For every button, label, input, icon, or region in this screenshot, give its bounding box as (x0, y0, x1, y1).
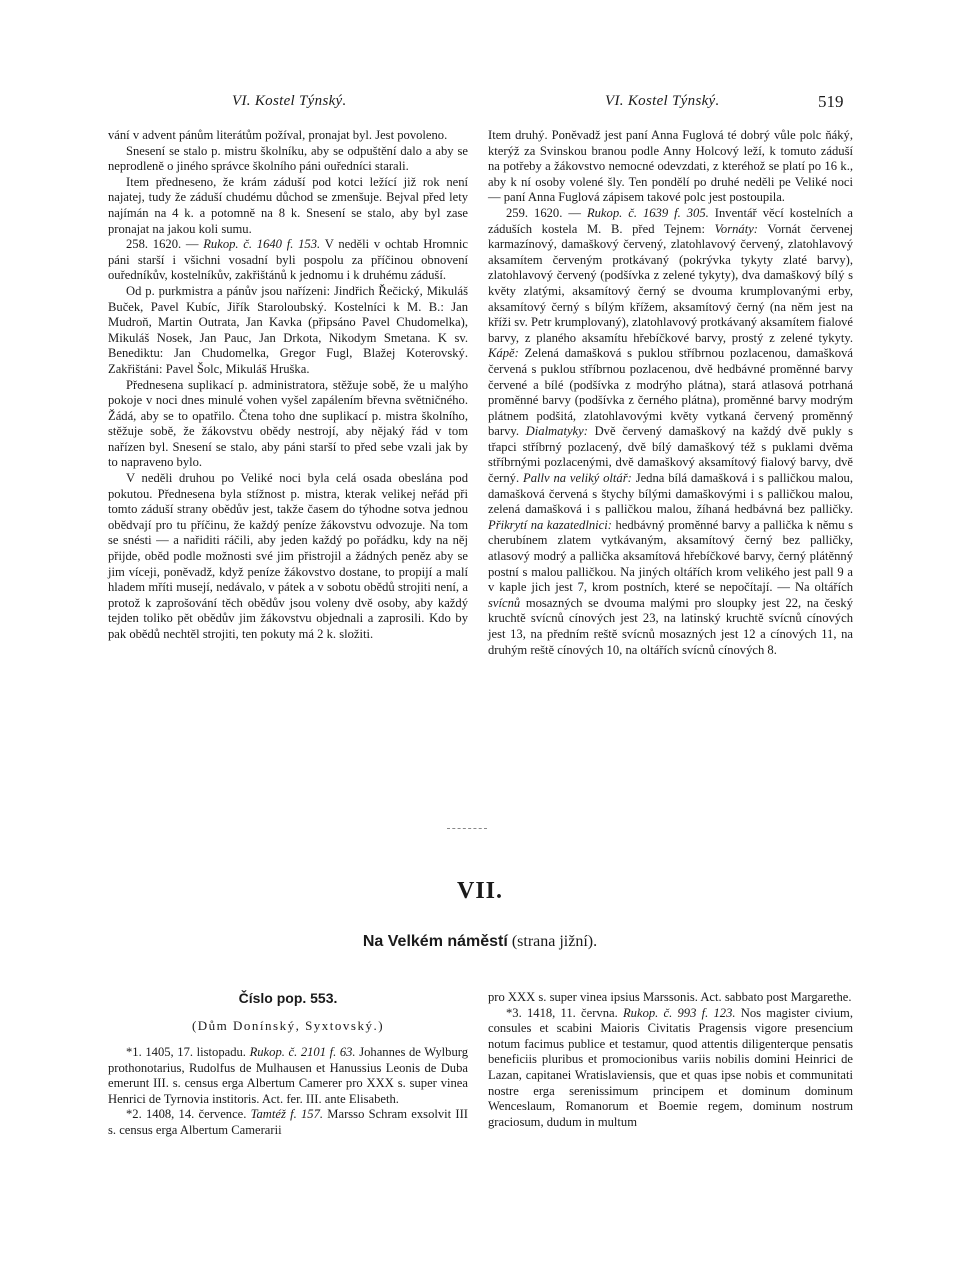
entry-year: 1620. (534, 205, 563, 220)
paragraph-continuation: pro XXX s. super vinea ipsius Marssonis. Act. sabbato post Margarethe. (488, 990, 852, 1004)
entry-intro: Inventář věcí kostelních a záduších kostela M. B. před Tejnem: (488, 205, 854, 236)
entry-258 (108, 237, 468, 284)
entry-year: 1620. (152, 237, 182, 252)
section-text-pallv: Jedna bílá damašková i s palličkou malou, damašková červená s štychy bílými damaškovými i s palličkou malou, zelená damašková i s palličkou malou, žíhaná hedbávná bez palličky. (488, 471, 853, 517)
entry-number: 259. (506, 205, 529, 220)
section-label-pallv: Pallv na veliký oltář: (523, 471, 632, 486)
entry-number: 258. (126, 237, 149, 252)
manuscript-reference: Rukop. č. 2101 f. 63. (249, 1045, 356, 1059)
entry-number: *3. (506, 1005, 522, 1020)
top-right-column (488, 128, 853, 658)
chapter-number: VII. (456, 878, 503, 904)
manuscript-reference: Tamtéž f. 157. (250, 1107, 324, 1122)
page-number: 519 (818, 92, 844, 111)
chapter-title-bold: Na Velkém náměstí (362, 933, 508, 950)
section-label-prikryti: Přikrytí na kazatedlnici: (488, 517, 612, 532)
entry-text: V neděli v ochtab Hromnic páni starší i všichni vosadní byli pospolu za příčinou obnovení ouředníkův, kostelníkův, zakřištánů k jednomu i k druhému záduší. (108, 237, 468, 283)
paragraph: V neděli druhou po Veliké noci byla celá osada obeslána pod pokutou. Přednesena byla stížnost p. mistra, kterak velikej neřád při tomto záduší strany obědův jest, takže časem do týhodne sotva jednou obědvají pro tu příčinu, že každý peníze žákovstvu odvozuje. Na tom se snésti — a nařiditi ráčili, aby jeden každý po pořádku, kdy na něj přijde, oběd podle možnosti své jim přistrojil a žádných peněz aby se jim víceji, poněvadž, když peníze žákovstvo dostane, to propijí a malí hladem mříti musejí, nedávalo, v pátek a v sobotu obědů strojiti není, a protož k zaprošování těch obědův jsou voleny dvě osoby, aby každý tejden toliko pět obědův jim žákovstvu objednali a zaprosili. Kdo by pak obědů nechtěl strojiti, ten pokuty má 2 k. složiti. (108, 471, 468, 641)
entry-date: 1405, 17. listopadu. (145, 1045, 246, 1059)
running-head-left: VI. Kostel Týnský. (232, 93, 347, 109)
paragraph: Přednesena suplikací p. administratora, stěžuje sobě, že u malýho pokoje v noci dnes minulé vohen vyšel zapálením břevna světničného. Žádá, aby se to opatřilo. Čtena toho dne suplikací p. mistra školního, stěžuje sobě, že žákovstvu obědy nestrojí, aby nějaký řád v tom nařízen byl. Snesení se stalo, aby páni starší to před sebe vzali jak by to napraveno bylo. (108, 377, 468, 470)
entry-dash: — (568, 205, 581, 220)
section-label-kape: Kápě: (488, 346, 519, 361)
top-left-column (108, 128, 468, 643)
manuscript-reference: Rukop. č. 993 f. 123. (622, 1005, 736, 1020)
house-number-heading: Číslo pop. 553. (238, 990, 338, 1006)
section-text-prikryti: hedbávný proměnné barvy a pallička k němu s cherubínem zlatem vytkávaným, aksamítový černý bez palličky, atlasový modrý a pallička aksamítová hřebíčkové barvy, černý plátěnný postní s malou palličkou. Na jiných oltářích krom velikého jest pall 9 a v kaple jich jest 7, krom postních, které se nepočítají. — (488, 517, 853, 595)
manuscript-reference: Rukop. č. 1640 f. 153. (203, 237, 321, 252)
entry-date: 1418, 11. června. (526, 1005, 618, 1020)
chapter-title (0, 933, 960, 951)
section-text-vornaty: Vornát červenej karmazínový, damaškový červený, zlatohlavový červený, zlatohlavový aksamítem červeným protkávaný (pokrývka tykyty zlaté barvy), zlatohlavový červený (podšívka z zelené tykyty), dva damaškový bílý s květy zlatými, aksamítový černý se dvouma krumplovanými erby, aksamítový černý s bílým křížem, aksamítový černý (na něm jest na kříži sv. Petr krumplovaný), zlatohlavový protkávaný aksamítem fialové barvy, z planého aksamítu hřebíčkové barvy, prostý z zelené tykyty. (488, 221, 854, 345)
paragraph: Item předneseno, že krám záduší pod kotci ležící již rok není najatej, tudy že záduší chudému důchod se zmenšuje. Bejval před lety najímán na 4 k. a potomně na 8 k. Snesení se stalo, aby byl zase pronajat na jakou koli sumu. (108, 174, 468, 236)
bottom-right-column (488, 990, 853, 1130)
entry-text: Johannes de Wylburg prothonotarius, Rudolfus de Mulhausen et Hanussius Leonis de Duba emerunt III. s. census erga Albertum Camerer pro XXX s. super vinea Henrici de Tyrnovia institoris. Act. fer. III. ante Elisabeth. (108, 1045, 469, 1106)
entry-text: Marsso Schram exsolvit III s. census erga Albertum Camerarii (108, 1107, 468, 1137)
running-head-right: VI. Kostel Týnský. (605, 93, 720, 109)
chapter-title-rest: (strana jižní). (511, 933, 598, 950)
entry-2 (108, 1107, 468, 1138)
entry-number: *2. (126, 1107, 142, 1122)
paragraph: Item druhý. Poněvadž jest paní Anna Fuglová té dobrý vůle polc ňáký, kterýž za Svinskou branou podle Anny Holcový leží, k tomuto záduší na potřeby a žákovstvo nemocné odevzdati, z kteréhož se platí po 16 k., aby k ní osoby volené šly. Ten pondělí po druhé neděli pe Veliké noci — paní Anna Fuglová zápisem takové polc jest postoupila. (488, 128, 853, 205)
entry-1 (108, 1045, 468, 1107)
section-label-dialmatyky: Dialmatyky: (525, 424, 588, 439)
section-text-kape: Zelená damašková s puklou stříbrnou pozlacenou, damašková červená s puklou stříbrnou pozlacenou, dvě hedbávné proměnné barvy červené a bílé (podšívka z modrýho plátna), stará atlasová potrhaná proměnné barvy (podšívka z černého plátna), proměnné barvy modrým plátnem podšitá, zlatohlavovými květy vytkaná červený proměnný barvy. (488, 346, 853, 439)
entry-number: *1. (126, 1045, 142, 1059)
house-name-subheading: (Dům Donínský, Syxtovský.) (191, 1018, 385, 1033)
section-text-svicnu: mosazných se dvouma malými pro sloupky jest 22, na český kruchtě svícnů cínových jest 23, na latinský kruchtě svícnů cínových jest 13, na předním reště svícnů mosazných jest 12 a cínových 11, na druhým reště cínových 10, na oltářích svícnů cínových 8. (488, 595, 853, 657)
entry-date: 1408, 14. července. (145, 1107, 247, 1122)
section-label-vornaty: Vornáty: (714, 221, 758, 236)
entry-259 (488, 206, 853, 658)
entry-dash: — (185, 237, 199, 252)
manuscript-reference: Rukop. č. 1639 f. 305. (586, 205, 709, 220)
paragraph: Od p. purkmistra a pánův jsou nařízeni: Jindřich Řečický, Mikuláš Buček, Pavel Kubíc, Jiřík Staroloubský. Kostelníci k M. B.: Jan Mudroň, Martin Outrata, Jan Kavka (připsáno Pavel Chudomelka), Mikuláš Nosek, Jan Pauc, Jan Drkota, Nikodym Smetana. K sv. Benediktu: Jan Chudomelka, Gregor Fugl, Blažej Koterovský. Zakřištáni: Pavel Šolc, Mikuláš Hruška. (108, 283, 468, 376)
section-text-dialmatyky: Dvě červený damaškový na každý dvě pukly s třapci stříbrný pozlacený, dvě bílý damaškový též s puklami dvěma stříbrnými pozlacenými, dvě damaškový aksamítový fialový barvy, dvě černý. (488, 424, 854, 486)
section-label-svicnu: svícnů (488, 595, 521, 610)
section-pre-svicnu: Na oltářích (794, 580, 854, 595)
entry-3 (488, 1006, 853, 1131)
section-divider (447, 828, 487, 829)
paragraph: vání v advent pánům literátům požíval, pronajat byl. Jest povoleno. (108, 128, 448, 142)
bottom-left-column (108, 1045, 468, 1139)
entry-text: Nos magister civium, consules et scabini Maioris Civitatis Pragensis vigore presencium notum facimus publice et testamur, quod attentis diligenterque pensatis beneficiis pluribus et promocionibus variis nobilis domini Heinrici de Lazan, capitanei Wratislaviensis, que et quas ipse nobis et communitati nostre erga serenissimum principem et dominum dominum Wenceslaum, Romanorum et Boemie regem, dominum nostrum graciosum, dudum in multum (488, 1005, 853, 1129)
paragraph: Snesení se stalo p. mistru školníku, aby se odpuštění dalo a aby se neprodleně o jiného správce školního páni ouředníci starali. (108, 143, 468, 174)
